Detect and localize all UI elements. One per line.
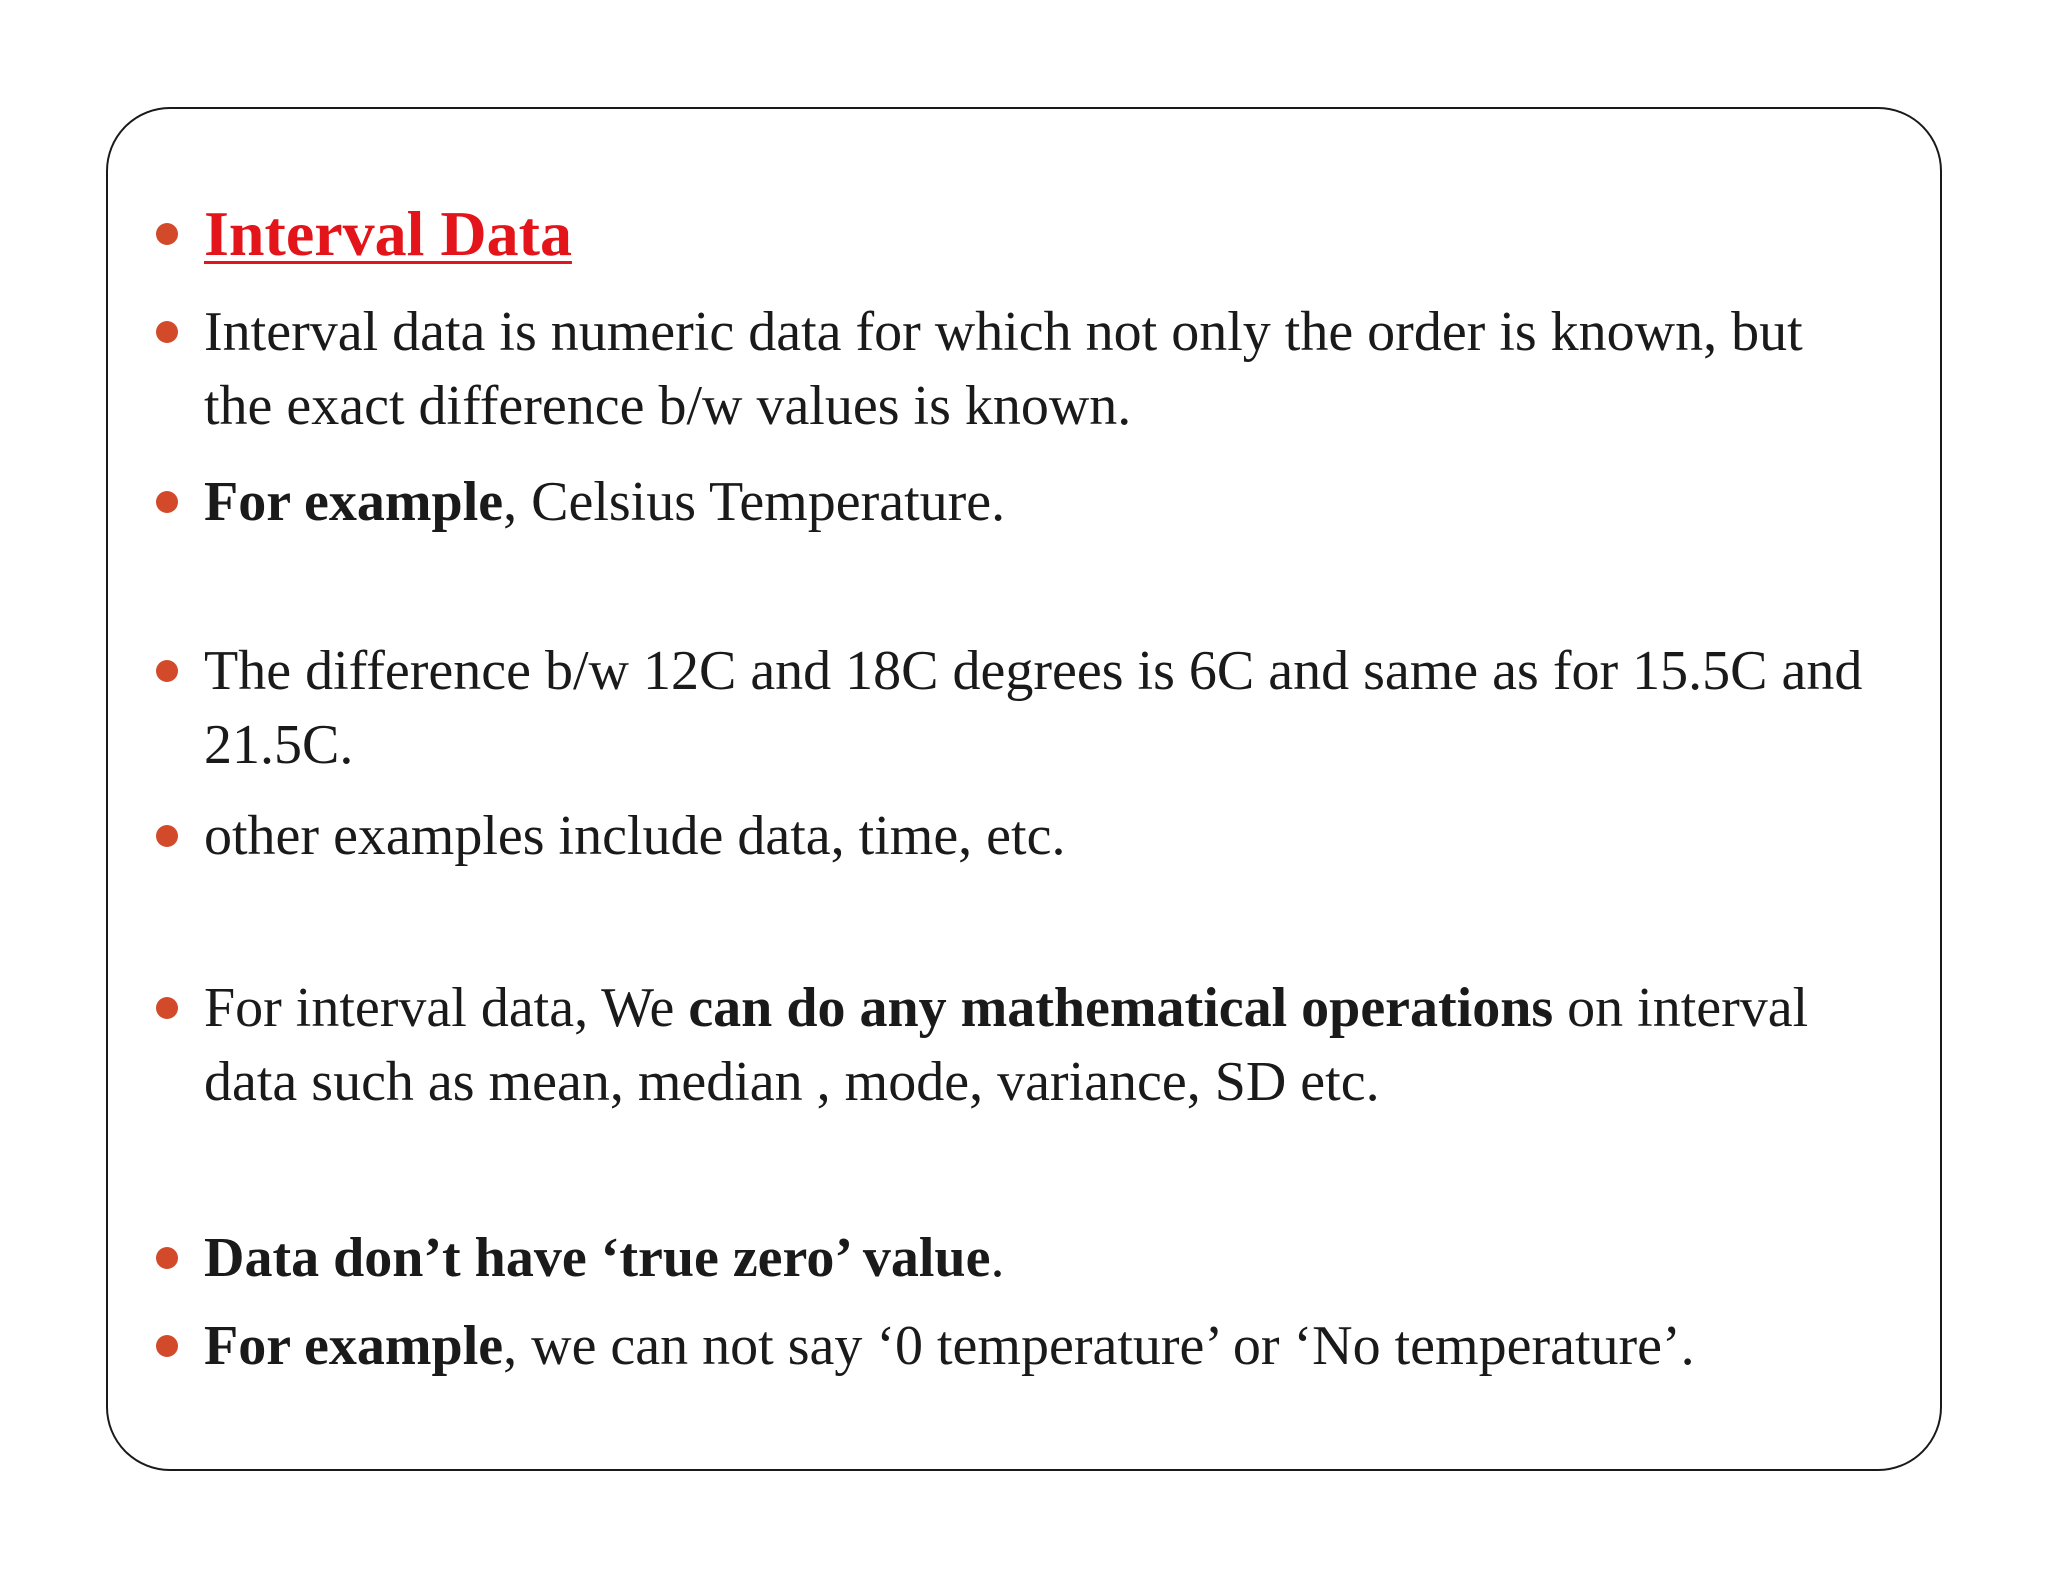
bullet-example-1 bbox=[204, 465, 1880, 539]
definition-text: Interval data is numeric data for which not only the order is known, but the exact difference b/w values is known. bbox=[204, 301, 1803, 437]
example-text-2: , we can not say ‘0 temperature’ or ‘No temperature’. bbox=[503, 1315, 1695, 1377]
difference-text: The difference b/w 12C and 18C degrees is 6C and same as for 15.5C and 21.5C. bbox=[204, 640, 1863, 776]
bullet-true-zero bbox=[204, 1221, 1880, 1295]
example-text: , Celsius Temperature. bbox=[503, 471, 1006, 533]
bullet-dot bbox=[156, 1335, 178, 1357]
bullet-example-2 bbox=[204, 1309, 1880, 1383]
operations-bold: can do any mathematical operations bbox=[688, 977, 1554, 1039]
bullet-dot bbox=[156, 223, 178, 245]
bullet-list bbox=[108, 109, 1940, 1469]
slide-frame bbox=[106, 107, 1942, 1471]
slide-title: Interval Data bbox=[204, 198, 572, 269]
bullet-dot bbox=[156, 321, 178, 343]
bullet-dot bbox=[156, 1247, 178, 1269]
bullet-dot bbox=[156, 491, 178, 513]
example-label: For example bbox=[204, 471, 504, 533]
true-zero-bold: Data don’t have ‘true zero’ value bbox=[204, 1227, 991, 1289]
bullet-dot bbox=[156, 997, 178, 1019]
operations-pre: For interval data, We bbox=[204, 977, 689, 1039]
bullet-difference bbox=[204, 634, 1880, 782]
bullet-operations bbox=[204, 971, 1880, 1119]
operations-post: on interval data such as mean, median , mode, variance, SD etc. bbox=[204, 977, 1809, 1113]
bullet-dot bbox=[156, 660, 178, 682]
example-label-2: For example bbox=[204, 1315, 504, 1377]
bullet-dot bbox=[156, 825, 178, 847]
bullet-title bbox=[204, 197, 1880, 274]
bullet-other-examples bbox=[204, 799, 1880, 873]
true-zero-post: . bbox=[990, 1227, 1005, 1289]
bullet-definition bbox=[204, 295, 1880, 443]
other-examples-text: other examples include data, time, etc. bbox=[204, 805, 1066, 867]
